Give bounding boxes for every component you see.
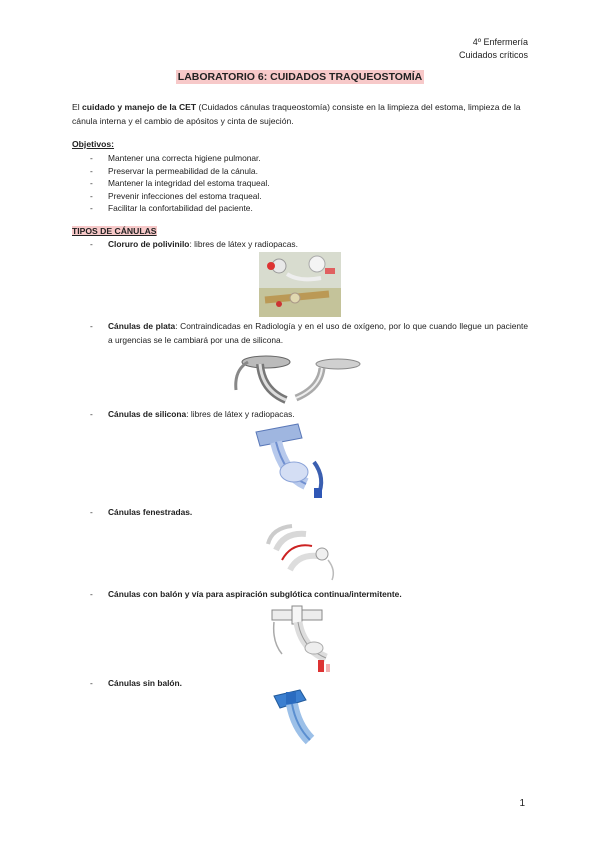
objetivos-list [72, 152, 270, 215]
page-title [0, 71, 600, 83]
tipo-desc: : libres de látex y radiopacas. [186, 409, 295, 419]
cuffed-subglottic-cannula-image [268, 602, 342, 676]
intro-pre: El [72, 102, 83, 112]
page-title-text: LABORATORIO 6: CUIDADOS TRAQUEOSTOMÍA [177, 71, 423, 83]
tipo-name: Cloruro de polivinilo [108, 239, 190, 249]
tipo-sin-balon: - Cánulas sin balón. [90, 678, 182, 688]
page-header [459, 36, 528, 62]
tipo-fenestradas: - Cánulas fenestradas. [90, 507, 193, 517]
silicone-cannula-image [254, 422, 334, 500]
tipo-name: Cánulas fenestradas. [108, 507, 193, 517]
objetivos-heading: Objetivos: [72, 139, 115, 149]
tipo-name: Cánulas de plata [108, 321, 176, 331]
list-item: - Prevenir infecciones del estoma traqueal. [72, 190, 270, 203]
uncuffed-cannula-image [270, 688, 322, 746]
tipo-desc: : libres de látex y radiopacas. [189, 239, 298, 249]
silver-cannula-image [226, 350, 376, 406]
tipo-pvc: - Cloruro de polivinilo: libres de látex y radiopacas. [90, 239, 298, 249]
page-number: 1 [519, 798, 525, 809]
list-item: - Facilitar la confortabilidad del paciente. [72, 202, 270, 215]
tipos-heading [72, 226, 157, 236]
tipo-balon-subglotica: - Cánulas con balón y vía para aspiración subglótica continua/intermitente. [90, 589, 402, 599]
intro-bold: cuidado y manejo de la CET [82, 102, 197, 112]
intro-paragraph [72, 100, 528, 128]
tipo-silicona: - Cánulas de silicona: libres de látex y radiopacas. [90, 409, 295, 419]
intro-rest: (Cuidados cánulas traqueostomía) consiste en la limpieza del estoma, limpieza de la cánula interna y el cambio de apósitos y cinta de sujeción. [72, 102, 521, 126]
tipo-desc: : Contraindicadas en Radiología y en el uso de oxígeno, por lo que cuando llegue un paciente a urgencias se le cambiará por una de silicona. [108, 321, 528, 345]
fenestrated-cannula-image [262, 520, 342, 582]
tipo-plata: - Cánulas de plata: Contraindicadas en Radiología y en el uso de oxígeno, por lo que cuando llegue un paciente a urgencias se le cambiará por una de silicona. [90, 321, 528, 345]
tipo-name: Cánulas de silicona [108, 409, 187, 419]
header-subject: Cuidados críticos [458, 50, 528, 60]
tipos-heading-text: TIPOS DE CÁNULAS [72, 226, 157, 236]
header-course: 4º Enfermería [472, 37, 528, 47]
list-item: - Mantener una correcta higiene pulmonar. [72, 152, 270, 165]
tipo-name: Cánulas con balón y vía para aspiración subglótica continua/intermitente. [108, 589, 402, 599]
pvc-cannula-image [259, 252, 341, 317]
list-item: - Preservar la permeabilidad de la cánula. [72, 165, 270, 178]
tipo-name: Cánulas sin balón. [108, 678, 182, 688]
list-item: - Mantener la integridad del estoma traqueal. [72, 177, 270, 190]
